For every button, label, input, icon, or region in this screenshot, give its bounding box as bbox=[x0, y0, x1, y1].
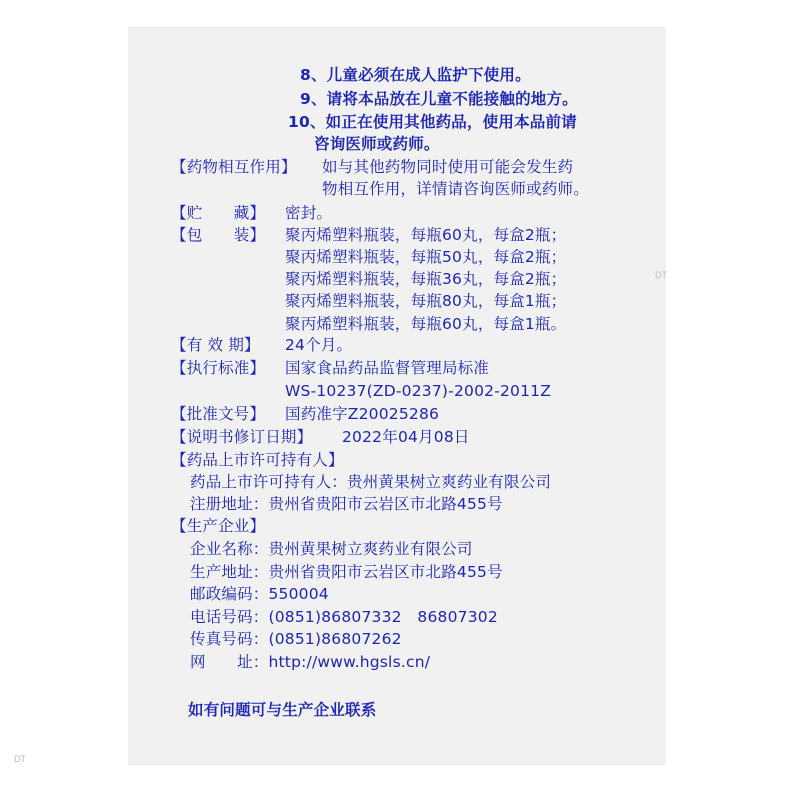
packaging-line: 聚丙烯塑料瓶装，每瓶50丸，每盒2瓶； bbox=[285, 248, 567, 266]
holder-address: 注册地址：贵州省贵阳市云岩区市北路455号 bbox=[190, 495, 503, 513]
manufacturer-address: 生产地址：贵州省贵阳市云岩区市北路455号 bbox=[190, 563, 503, 581]
contact-note: 如有问题可与生产企业联系 bbox=[188, 701, 377, 719]
caution-item-9: 9、请将本品放在儿童不能接触的地方。 bbox=[300, 90, 578, 108]
packaging-line: 聚丙烯塑料瓶装，每瓶60丸，每盒1瓶。 bbox=[285, 315, 567, 333]
storage-label: 【贮 藏】 bbox=[171, 204, 266, 222]
manufacturer-fax: 传真号码：(0851)86807262 bbox=[190, 630, 402, 648]
caution-item-8: 8、儿童必须在成人监护下使用。 bbox=[300, 66, 531, 84]
caution-item-10-line1: 10、如正在使用其他药品，使用本品前请 bbox=[288, 113, 577, 131]
leaflet-paper bbox=[128, 27, 666, 765]
revision-value: 2022年04月08日 bbox=[342, 428, 470, 446]
packaging-line: 聚丙烯塑料瓶装，每瓶80丸，每盒1瓶； bbox=[285, 292, 567, 310]
packaging-line: 聚丙烯塑料瓶装，每瓶36丸，每盒2瓶； bbox=[285, 270, 567, 288]
standard-line2: WS-10237(ZD-0237)-2002-2011Z bbox=[285, 382, 552, 400]
standard-line1: 国家食品药品监督管理局标准 bbox=[285, 359, 490, 377]
approval-value: 国药准字Z20025286 bbox=[285, 405, 440, 423]
interactions-line2: 物相互作用，详情请咨询医师或药师。 bbox=[322, 180, 589, 198]
manufacturer-label: 【生产企业】 bbox=[171, 517, 266, 535]
interactions-line1: 如与其他药物同时使用可能会发生药 bbox=[322, 158, 574, 176]
storage-value: 密封。 bbox=[285, 204, 333, 222]
manufacturer-website: 网 址：http://www.hgsls.cn/ bbox=[190, 653, 431, 671]
holder-name: 药品上市许可持有人：贵州黄果树立爽药业有限公司 bbox=[190, 473, 552, 491]
packaging-label: 【包 装】 bbox=[171, 226, 266, 244]
validity-value: 24个月。 bbox=[285, 336, 353, 354]
caution-item-10-line2: 咨询医师或药师。 bbox=[314, 135, 440, 153]
approval-label: 【批准文号】 bbox=[171, 405, 266, 423]
interactions-label: 【药物相互作用】 bbox=[171, 158, 297, 176]
validity-label: 【有 效 期】 bbox=[171, 336, 260, 354]
standard-label: 【执行标准】 bbox=[171, 359, 266, 377]
manufacturer-phone: 电话号码：(0851)86807332 86807302 bbox=[190, 608, 498, 626]
holder-label: 【药品上市许可持有人】 bbox=[171, 451, 344, 469]
packaging-line: 聚丙烯塑料瓶装，每瓶60丸，每盒2瓶； bbox=[285, 226, 567, 244]
manufacturer-name: 企业名称：贵州黄果树立爽药业有限公司 bbox=[190, 540, 473, 558]
watermark-right: DT bbox=[655, 270, 667, 280]
watermark-bottom-left: DT bbox=[14, 754, 26, 764]
manufacturer-postcode: 邮政编码：550004 bbox=[190, 585, 329, 603]
revision-label: 【说明书修订日期】 bbox=[171, 428, 313, 446]
